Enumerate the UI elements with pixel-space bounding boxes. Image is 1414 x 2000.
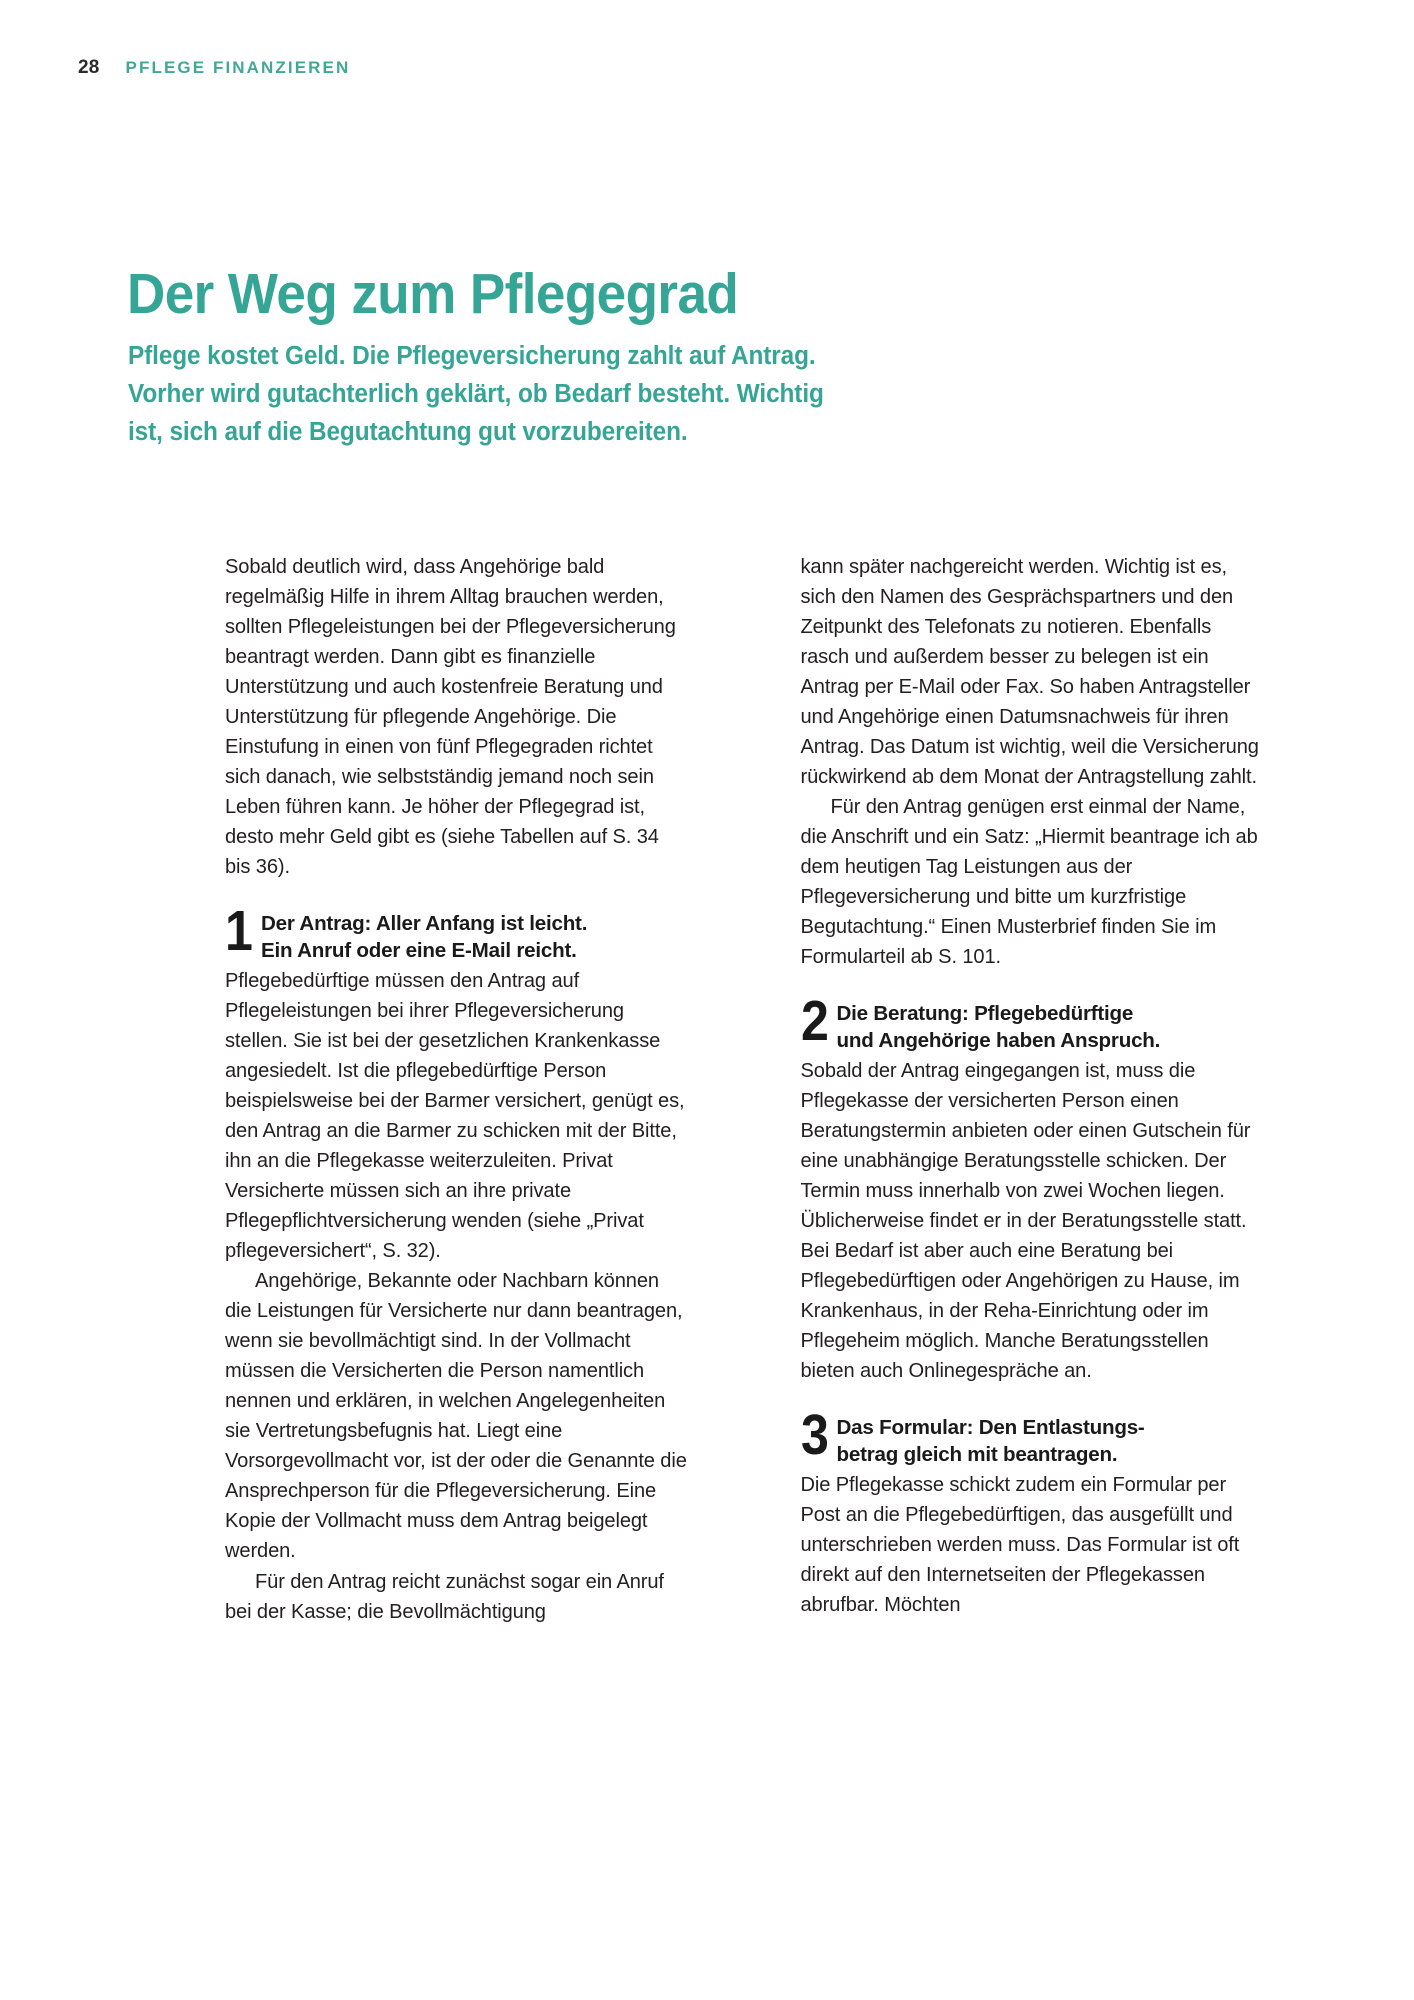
paragraph: Für den Antrag genügen erst einmal der Name, die Anschrift und ein Satz: „Hiermit beantrage ich ab dem heutigen Tag Leistungen aus der Pflegeversicherung und bitte um kurzfristige Begutachtung.“ Einen Musterbrief finden Sie im Formularteil ab S. 101.	[800, 796, 1258, 969]
page-number: 28	[78, 57, 100, 78]
step-title	[258, 911, 587, 965]
step-title-line: und Angehörige haben Anspruch.	[836, 1029, 1161, 1053]
standfirst-line: Vorher wird gutachterlich geklärt, ob Bedarf besteht. Wichtig	[128, 379, 824, 408]
page-title: Der Weg zum Pflegegrad	[127, 262, 739, 327]
paragraph: Pflegebedürftige müssen den Antrag auf Pflegeleistungen bei ihrer Pflegeversicherung stellen. Sie ist bei der gesetzlichen Krankenkasse angesiedelt. Ist die pflegebedürftige Person beispielsweise bei der Barmer versichert, genügt es, den Antrag an die Barmer zu schicken mit der Bitte, ihn an die Pflegekasse weiterzuleiten. Privat Versicherte müssen sich an ihre private Pflegepflichtversicherung wenden (siehe „Privat pflegeversichert“, S. 32).	[225, 969, 685, 1263]
step-title-line: betrag gleich mit beantragen.	[836, 1443, 1118, 1467]
step-title-line: Der Antrag: Aller Anfang ist leicht.	[261, 912, 588, 936]
running-head	[78, 57, 350, 79]
step-title-line: Das Formular: Den Entlastungs-	[836, 1416, 1145, 1440]
step-title-line: Ein Anruf oder eine E-Mail reicht.	[261, 939, 577, 963]
paragraph: Angehörige, Bekannte oder Nachbarn können die Leistungen für Versicherte nur dann beantragen, wenn sie bevollmächtigt sind. In der Vollmacht müssen die Versicherten die Person namentlich nennen und erklären, in welchen Angelegenheiten sie Vertretungsbefugnis hat. Liegt eine Vorsorgevollmacht vor, ist der oder die Genannte die Ansprechperson für die Pflegeversicherung. Eine Kopie der Vollmacht muss dem Antrag beigelegt werden.	[225, 1270, 687, 1563]
step-heading-2	[800, 989, 1266, 1055]
section-label: PFLEGE FINANZIEREN	[125, 58, 351, 77]
standfirst-line: Pflege kostet Geld. Die Pflegeversicherung zahlt auf Antrag.	[128, 342, 816, 370]
step-title-line: Die Beratung: Pflegebedürftige	[836, 1002, 1134, 1026]
paragraph: Sobald der Antrag eingegangen ist, muss die Pflegekasse der versicherten Person einen Beratungstermin anbieten oder einen Gutschein für eine unabhängige Beratungsstelle schicken. Der Termin muss innerhalb von zwei Wochen liegen. Üblicherweise findet er in der Beratungsstelle statt. Bei Bedarf ist aber auch eine Beratung bei Pflegebedürftigen oder Angehörigen zu Hause, im Krankenhaus, in der Reha-Einrichtung oder im Pflegeheim möglich. Manche Beratungsstellen bieten auch Onlinegespräche an.	[800, 1059, 1251, 1383]
step-number: 2	[800, 989, 829, 1054]
paragraph: Sobald deutlich wird, dass Angehörige bald regelmäßig Hilfe in ihrem Alltag brauchen werden, sollten Pflegeleistungen bei der Pflegeversicherung beantragt werden. Dann gibt es finanzielle Unterstützung und auch kostenfreie Beratung und Unterstützung für pflegende Angehörige. Die Einstufung in einen von fünf Pflegegraden richtet sich danach, wie selbstständig jemand noch sein Leben führen kann. Je höher der Pflegegrad ist, desto mehr Geld gibt es (siehe Tabellen auf S. 34 bis 36).	[225, 556, 676, 879]
left-column	[225, 552, 690, 1627]
step-heading-3	[800, 1403, 1266, 1469]
standfirst	[128, 338, 1045, 452]
step-number: 3	[800, 1403, 829, 1468]
paragraph: Die Pflegekasse schickt zudem ein Formular per Post an die Pflegebedürftigen, das ausgefüllt und unterschrieben werden muss. Das Formular ist oft direkt auf den Internetseiten der Pflegekassen abrufbar. Möchten	[800, 1473, 1240, 1616]
paragraph: kann später nachgereicht werden. Wichtig ist es, sich den Namen des Gesprächspartners und den Zeitpunkt des Telefonats zu notieren. Ebenfalls rasch und außerdem besser zu belegen ist ein Antrag per E-Mail oder Fax. So haben Antragsteller und Angehörige einen Datumsnachweis für ihren Antrag. Das Datum ist wichtig, weil die Versicherung rückwirkend ab dem Monat der Antragstellung zahlt.	[800, 556, 1259, 789]
step-title	[834, 1001, 1161, 1055]
step-heading-1	[225, 899, 690, 965]
standfirst-line: ist, sich auf die Begutachtung gut vorzubereiten.	[128, 417, 688, 446]
step-title	[834, 1415, 1145, 1469]
paragraph: Für den Antrag reicht zunächst sogar ein Anruf bei der Kasse; die Bevollmächtigung	[225, 1570, 664, 1623]
right-column	[801, 552, 1266, 1627]
body-columns	[225, 552, 1265, 1627]
step-number: 1	[225, 899, 253, 964]
